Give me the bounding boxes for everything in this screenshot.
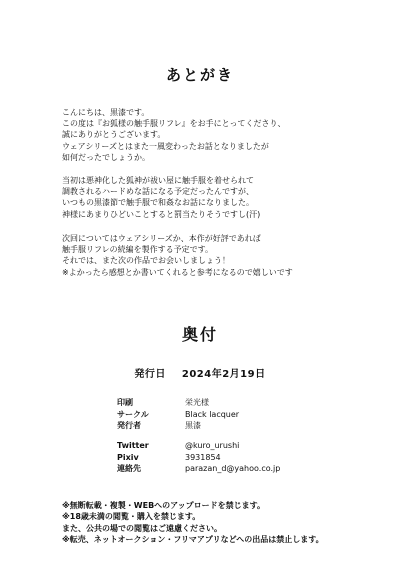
paragraph-line: それでは、また次の作品でお会いしましょう！ (62, 256, 230, 266)
afterword-title: あとがき (165, 66, 234, 84)
info-row-publisher (117, 420, 239, 432)
paragraph-line: 次回についてはウェアシリーズか、本作が好評であれば (62, 234, 261, 243)
info-key: サークル (117, 409, 149, 419)
afterword-paragraph-3 (62, 233, 382, 278)
info-value: 3931854 (185, 452, 221, 462)
paragraph-line: 当初は悪神化した狐神が祓い屋に触手服を着せられて (62, 176, 254, 185)
notice-line: また、公共の場での閲覧はご遠慮ください。 (62, 523, 222, 533)
info-key: 連絡先 (117, 464, 141, 474)
notices (62, 500, 392, 546)
afterword-paragraph-2 (62, 175, 382, 220)
issue-date (0, 365, 400, 380)
info-key: 印刷 (117, 398, 133, 408)
notice-line: ※18歳未満の閲覧・購入を禁じます。 (62, 512, 201, 522)
info-value: Black lacquer (185, 409, 240, 419)
info-value: @kuro_urushi (185, 441, 240, 451)
paragraph-line: 神様にあまりひどいことすると罰当たりそうですし(汗) (62, 209, 261, 219)
paragraph-line: ※よかったら感想とか書いてくれると参考になるので嬉しいです (62, 267, 293, 277)
colophon-title: 奥付 (181, 325, 218, 344)
paragraph-line: 調教されるハードめな話になる予定だったんですが、 (62, 187, 254, 197)
info-key: Twitter (117, 441, 149, 451)
info-row-contact (117, 463, 280, 475)
info-row-pixiv (117, 452, 280, 464)
notice-line: ※転売、ネットオークション・フリマアプリなどへの出品は禁止します。 (62, 535, 324, 545)
info-value: 黒漆 (185, 421, 201, 431)
info-row-circle (117, 409, 239, 421)
paragraph-line: この度は『お狐様の触手服リフレ』をお手にとってくださり、 (62, 119, 286, 129)
contact-info (117, 440, 280, 475)
info-key: 発行者 (117, 421, 141, 431)
paragraph-line: 触手服リフレの続編を製作する予定です。 (62, 245, 214, 255)
paragraph-line: 如何だったでしょうか。 (62, 152, 150, 162)
publication-info (117, 397, 239, 432)
info-key: Pixiv (117, 452, 139, 462)
paragraph-line: ウェアシリーズとはまた一風変わったお話となりましたが (62, 141, 269, 151)
info-row-printer (117, 397, 239, 409)
issue-date-label: 発行日 (134, 369, 166, 380)
paragraph-line: いつもの黒漆節で触手服で和姦なお話になりました。 (62, 198, 254, 208)
info-value: 栄光様 (185, 398, 209, 408)
paragraph-line: 誠にありがとうございます。 (62, 130, 166, 140)
afterword-paragraph-1 (62, 107, 382, 163)
paragraph-line: こんにちは、黒漆です。 (62, 108, 150, 117)
info-row-twitter (117, 440, 280, 452)
notice-line: ※無断転載・複製・WEBへのアップロードを禁じます。 (62, 501, 265, 510)
info-value: parazan_d@yahoo.co.jp (185, 464, 281, 474)
issue-date-value: 2024年2月19日 (181, 369, 266, 380)
